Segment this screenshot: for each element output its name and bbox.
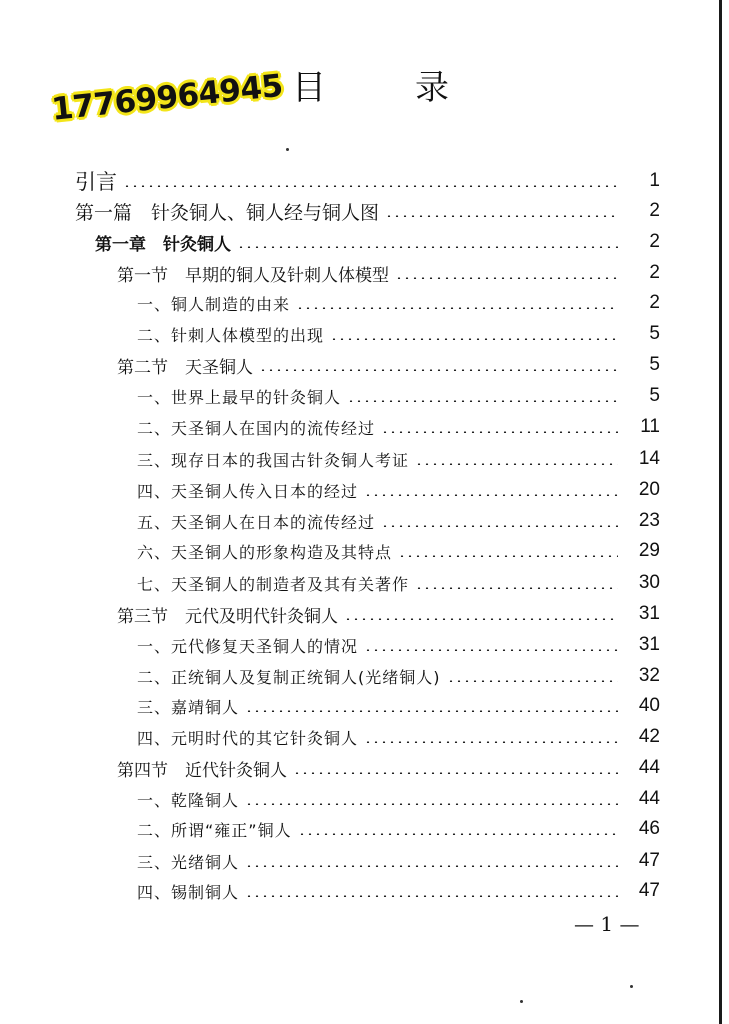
toc-dot-leader: [398, 555, 618, 557]
toc-entry-label: 四、元明时代的其它针灸铜人: [137, 728, 359, 748]
toc-entry-page-number: 44: [638, 757, 660, 778]
toc-entry-page-number: 5: [649, 323, 660, 344]
toc-entry-label: 二、针刺人体模型的出现: [137, 325, 325, 345]
toc-entry-label: 第一篇 针灸铜人、铜人经与铜人图: [75, 201, 380, 224]
toc-entry-label: 一、乾隆铜人: [137, 790, 240, 810]
toc-entry[interactable]: [0, 691, 729, 721]
toc-entry[interactable]: [0, 814, 729, 844]
page-number-footer: — 1 —: [574, 912, 640, 936]
toc-entry[interactable]: [0, 661, 729, 691]
toc-dot-leader: [245, 865, 618, 867]
toc-entry-page-number: 40: [638, 695, 660, 716]
toc-entry-page-number: 2: [649, 231, 660, 252]
toc-entry[interactable]: [0, 506, 729, 536]
toc-entry-page-number: 31: [638, 634, 660, 655]
toc-dot-leader: [245, 803, 618, 805]
toc-entry-label: 四、锡制铜人: [137, 882, 240, 902]
toc-entry-page-number: 20: [638, 479, 660, 500]
toc-entry[interactable]: [0, 288, 729, 318]
toc-entry[interactable]: [0, 753, 729, 783]
toc-entry[interactable]: [0, 412, 729, 442]
toc-entry-label: 第一章 针灸铜人: [95, 234, 231, 255]
toc-entry[interactable]: [0, 846, 729, 876]
toc-entry[interactable]: [0, 444, 729, 474]
toc-dot-leader: [298, 833, 618, 835]
toc-entry-label: 三、嘉靖铜人: [137, 697, 240, 717]
toc-entry[interactable]: [0, 599, 729, 629]
toc-dot-leader: [237, 246, 618, 248]
toc-dot-leader: [245, 710, 618, 712]
scan-speck: [286, 148, 289, 151]
toc-dot-leader: [364, 741, 618, 743]
toc-entry-label: 一、铜人制造的由来: [137, 294, 291, 314]
toc-entry[interactable]: [0, 381, 729, 411]
toc-entry[interactable]: [0, 319, 729, 349]
toc-entry[interactable]: [0, 536, 729, 566]
toc-entry-label: 四、天圣铜人传入日本的经过: [137, 481, 359, 501]
toc-entry-page-number: 30: [638, 572, 660, 593]
toc-entry-label: 第一节 早期的铜人及针刺人体模型: [117, 265, 389, 286]
title-char-1: 目: [292, 68, 326, 108]
toc-dot-leader: [296, 307, 618, 309]
toc-dot-leader: [364, 494, 618, 496]
toc-entry-label: 引言: [75, 170, 117, 194]
toc-entry-label: 三、光绪铜人: [137, 852, 240, 872]
toc-entry-label: 第二节 天圣铜人: [117, 357, 253, 378]
toc-entry[interactable]: [0, 166, 729, 196]
toc-entry-page-number: 1: [649, 170, 660, 191]
toc-entry[interactable]: [0, 196, 729, 226]
toc-entry[interactable]: [0, 630, 729, 660]
toc-entry-page-number: 11: [640, 416, 660, 437]
toc-entry[interactable]: [0, 258, 729, 288]
toc-entry-label: 二、正统铜人及复制正统铜人(光绪铜人): [137, 667, 441, 687]
toc-entry-page-number: 5: [649, 385, 660, 406]
toc-dot-leader: [259, 369, 618, 371]
toc-entry[interactable]: [0, 876, 729, 906]
toc-dot-leader: [447, 680, 619, 682]
toc-entry-page-number: 31: [638, 603, 660, 624]
toc-dot-leader: [381, 431, 618, 433]
toc-entry-page-number: 5: [649, 354, 660, 375]
toc-entry-page-number: 44: [638, 788, 660, 809]
title-char-2: 录: [415, 68, 449, 108]
toc-dot-leader: [385, 215, 618, 217]
scan-speck: [630, 985, 633, 988]
toc-entry-label: 第四节 近代针灸铜人: [117, 760, 287, 781]
toc-dot-leader: [344, 618, 618, 620]
toc-entry-label: 六、天圣铜人的形象构造及其特点: [137, 542, 393, 562]
toc-entry-page-number: 14: [638, 448, 660, 469]
toc-entry-page-number: 42: [638, 726, 660, 747]
toc-entry-page-number: 29: [638, 540, 660, 561]
toc-entry[interactable]: [0, 568, 729, 598]
toc-entry-label: 一、元代修复天圣铜人的情况: [137, 636, 359, 656]
toc-dot-leader: [364, 649, 618, 651]
scan-speck: [520, 1000, 523, 1003]
toc-dot-leader: [330, 338, 618, 340]
toc-entry-page-number: 47: [638, 880, 660, 901]
toc-entry-page-number: 2: [649, 292, 660, 313]
toc-entry-page-number: 47: [638, 850, 660, 871]
toc-entry-label: 七、天圣铜人的制造者及其有关著作: [137, 574, 410, 594]
toc-entry[interactable]: [0, 227, 729, 257]
toc-entry-label: 第三节 元代及明代针灸铜人: [117, 606, 338, 627]
toc-entry-label: 二、所谓“雍正”铜人: [137, 820, 292, 840]
toc-entry-label: 二、天圣铜人在国内的流传经过: [137, 418, 376, 438]
toc-entry[interactable]: [0, 475, 729, 505]
toc-dot-leader: [123, 185, 618, 187]
toc-entry-page-number: 23: [638, 510, 660, 531]
toc-dot-leader: [395, 277, 618, 279]
toc-dot-leader: [381, 525, 618, 527]
toc-entry-page-number: 2: [649, 200, 660, 221]
toc-dot-leader: [415, 463, 618, 465]
toc-dot-leader: [245, 895, 618, 897]
phone-number-watermark: 17769964945: [50, 67, 285, 128]
toc-entry-page-number: 46: [638, 818, 660, 839]
toc-entry[interactable]: [0, 722, 729, 752]
toc-entry-label: 三、现存日本的我国古针灸铜人考证: [137, 450, 410, 470]
toc-entry-page-number: 2: [649, 262, 660, 283]
toc-dot-leader: [347, 400, 618, 402]
toc-entry[interactable]: [0, 784, 729, 814]
toc-dot-leader: [415, 587, 618, 589]
toc-entry[interactable]: [0, 350, 729, 380]
toc-entry-label: 五、天圣铜人在日本的流传经过: [137, 512, 376, 532]
toc-entry-page-number: 32: [638, 665, 660, 686]
toc-dot-leader: [293, 772, 618, 774]
toc-entry-label: 一、世界上最早的针灸铜人: [137, 387, 342, 407]
